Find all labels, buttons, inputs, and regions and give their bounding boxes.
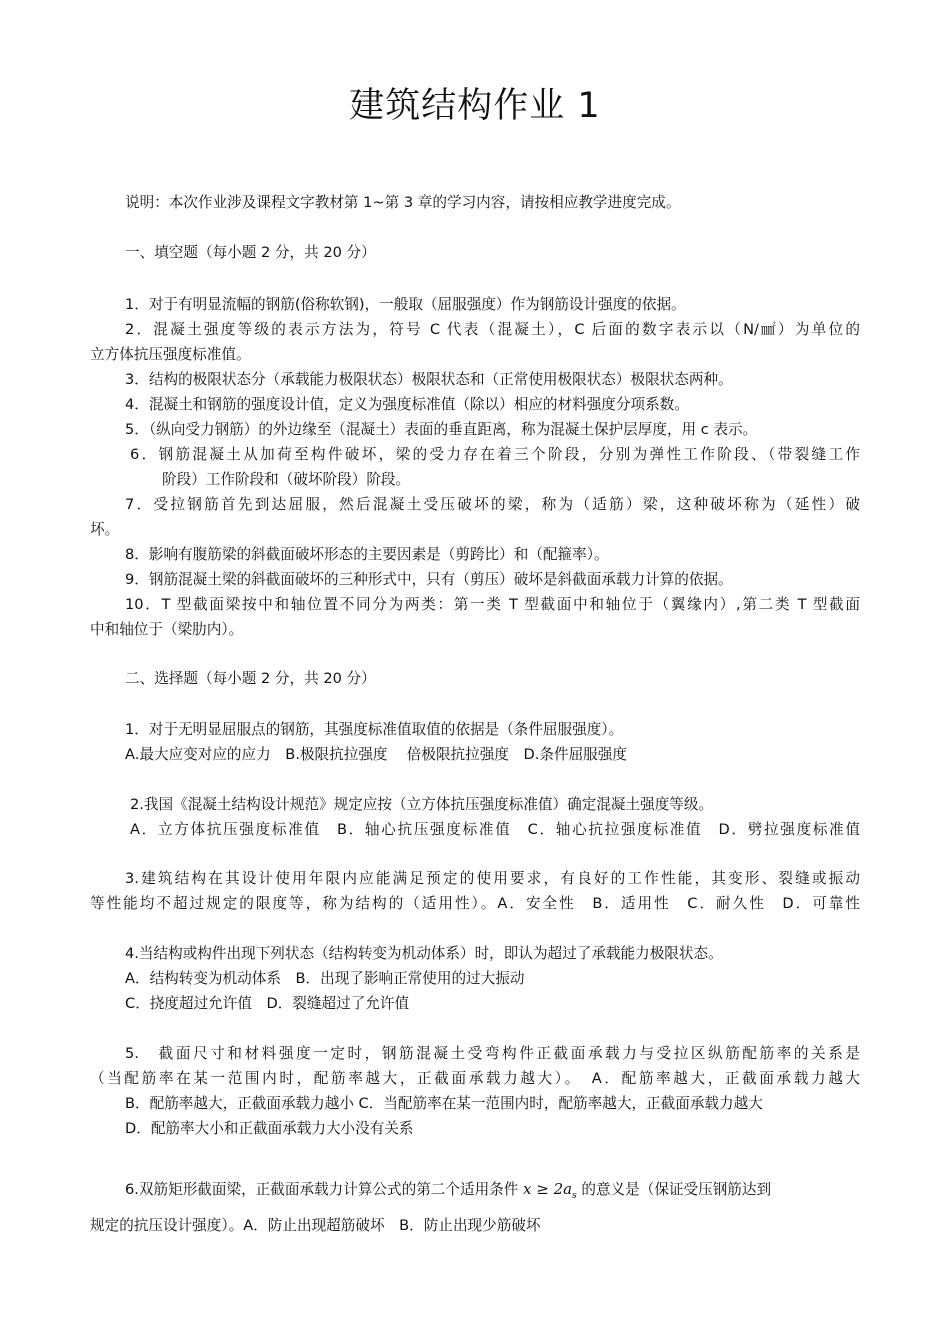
fill-question-7-cont: 坏。 <box>90 521 120 538</box>
section-choice-heading: 二、选择题（每小题 2 分，共 20 分） <box>125 670 376 687</box>
fill-question-2: 2．混凝土强度等级的表示方法为，符号 C 代表（混凝土），C 后面的数字表示以（N/㎟）为单位的 <box>125 321 860 338</box>
choice-question-2-options: A．立方体抗压强度标准值 B．轴心抗压强度标准值 C．轴心抗拉强度标准值 D．劈拉强度标准值 <box>130 821 860 838</box>
choice-question-5-cont: （当配筋率在某一范围内时，配筋率越大，正截面承载力越大）。 A．配筋率越大，正截面承载力越大 <box>90 1070 860 1087</box>
choice-question-4-options-b: C．挠度超过允许值 D．裂缝超过了允许值 <box>125 995 410 1012</box>
fill-question-6: 6．钢筋混凝土从加荷至构件破坏，梁的受力存在着三个阶段，分别为弹性工作阶段、（带裂缝工作 <box>130 446 860 463</box>
condition-formula: $x \ge 2a_s$ <box>523 1180 577 1201</box>
choice-question-1-options: A.最大应变对应的应力 B.极限抗拉强度 倍极限抗拉强度 D.条件屈服强度 <box>125 746 627 763</box>
choice-question-6 <box>125 1179 771 1206</box>
choice-question-3-cont: 等性能均不超过规定的限度等，称为结构的（适用性）。A．安全性 B．适用性 C．耐久性 D．可靠性 <box>90 895 860 912</box>
fill-question-4: 4．混凝土和钢筋的强度设计值，定义为强度标准值（除以）相应的材料强度分项系数。 <box>125 396 689 413</box>
choice-question-5-options-d: D．配筋率大小和正截面承载力大小没有关系 <box>125 1120 414 1137</box>
fill-question-3: 3．结构的极限状态分（承载能力极限状态）极限状态和（正常使用极限状态）极限状态两种。 <box>125 371 733 388</box>
fill-question-10-cont: 中和轴位于（梁肋内）。 <box>90 621 244 638</box>
fill-question-9: 9．钢筋混凝土梁的斜截面破坏的三种形式中，只有（剪压）破坏是斜截面承载力计算的依据。 <box>125 571 733 588</box>
choice-question-1: 1．对于无明显屈服点的钢筋，其强度标准值取值的依据是（条件屈服强度）。 <box>125 721 624 738</box>
choice-question-4-options-a: A．结构转变为机动体系 B．出现了影响正常使用的过大振动 <box>125 970 525 987</box>
choice-question-4: 4.当结构或构件出现下列状态（结构转变为机动体系）时，即认为超过了承载能力极限状态。 <box>125 945 723 962</box>
choice-question-3: 3.建筑结构在其设计使用年限内应能满足预定的使用要求，有良好的工作性能，其变形、裂缝或振动 <box>125 870 860 887</box>
document-title: 建筑结构作业 1 <box>349 86 601 126</box>
fill-question-6-cont: 阶段）工作阶段和（破坏阶段）阶段。 <box>162 471 411 488</box>
choice-question-5-options-b: B．配筋率越大，正截面承载力越小 C．当配筋率在某一范围内时，配筋率越大，正截面承载力越大 <box>125 1095 763 1112</box>
intro-note: 说明：本次作业涉及课程文字教材第 1~第 3 章的学习内容，请按相应教学进度完成。 <box>125 194 681 211</box>
choice-question-6-text-post: 的意义是（保证受压钢筋达到 <box>581 1181 772 1198</box>
choice-question-6-cont: 规定的抗压设计强度）。A．防止出现超筋破坏 B．防止出现少筋破坏 <box>90 1217 541 1234</box>
fill-question-10: 10．T 型截面梁按中和轴位置不同分为两类：第一类 T 型截面中和轴位于（翼缘内）,第二类 T 型截面 <box>125 596 860 613</box>
fill-question-8: 8．影响有腹筋梁的斜截面破坏形态的主要因素是（剪跨比）和（配箍率）。 <box>125 546 609 563</box>
section-fill-blank-heading: 一、填空题（每小题 2 分，共 20 分） <box>125 244 376 261</box>
fill-question-5: 5．（纵向受力钢筋）的外边缘至（混凝土）表面的垂直距离，称为混凝土保护层厚度，用 c 表示。 <box>125 421 758 438</box>
choice-question-6-text: 6.双筋矩形截面梁，正截面承载力计算公式的第二个适用条件 <box>125 1181 519 1198</box>
fill-question-7: 7．受拉钢筋首先到达屈服，然后混凝土受压破坏的梁，称为（适筋）梁，这种破坏称为（延性）破 <box>125 496 860 513</box>
choice-question-5: 5. 截面尺寸和材料强度一定时，钢筋混凝土受弯构件正截面承载力与受拉区纵筋配筋率的关系是 <box>125 1045 860 1062</box>
fill-question-2-cont: 立方体抗压强度标准值。 <box>90 346 251 363</box>
choice-question-2: 2.我国《混凝土结构设计规范》规定应按（立方体抗压强度标准值）确定混凝土强度等级。 <box>130 796 714 813</box>
fill-question-1: 1．对于有明显流幅的钢筋(俗称软钢)，一般取（屈服强度）作为钢筋设计强度的依据。 <box>125 296 686 313</box>
